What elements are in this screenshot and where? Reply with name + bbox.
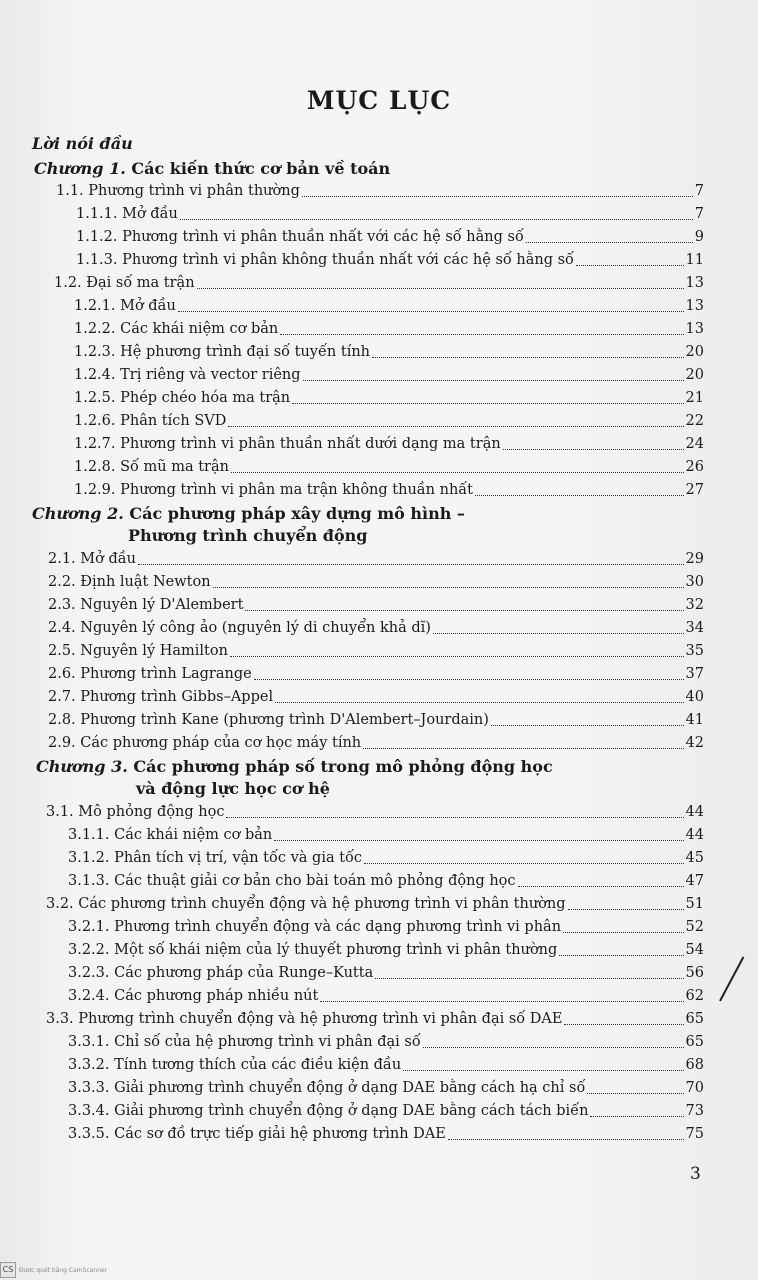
dot-leader xyxy=(302,195,693,197)
toc-entry: 3.2.3. Các phương pháp của Runge–Kutta 56 xyxy=(68,965,704,981)
toc-entry: 3.3.5. Các sơ đồ trực tiếp giải hệ phương trình DAE 75 xyxy=(68,1126,704,1142)
dot-leader xyxy=(518,885,684,887)
dot-leader xyxy=(372,356,684,358)
dot-leader xyxy=(503,448,684,450)
dot-leader xyxy=(254,678,684,680)
chapter-3-subtitle: và động lực học cơ hệ xyxy=(136,779,330,798)
dot-leader xyxy=(433,632,684,634)
toc-entry: 2.8. Phương trình Kane (phương trình D'Alembert–Jourdain) 41 xyxy=(48,712,704,728)
chapter-3-heading: Chương 3. Các phương pháp số trong mô phỏng động học xyxy=(36,757,553,776)
scanner-watermark-text: Được quét bằng CamScanner xyxy=(19,1266,108,1274)
dot-leader xyxy=(423,1046,684,1048)
toc-entry: 3.2.4. Các phương pháp nhiều nút 62 xyxy=(68,988,704,1004)
toc-entry: 2.3. Nguyên lý D'Alembert 32 xyxy=(48,597,704,613)
page-number: 3 xyxy=(690,1164,701,1184)
dot-leader xyxy=(320,1000,683,1002)
dot-leader xyxy=(576,264,684,266)
toc-entry: 3.2. Các phương trình chuyển động và hệ phương trình vi phân thường 51 xyxy=(46,896,704,912)
toc-entry: 1.2.4. Trị riêng và vector riêng 20 xyxy=(74,367,704,383)
toc-entry: 3.1.1. Các khái niệm cơ bản 44 xyxy=(68,827,704,843)
toc-entry: 3.3.3. Giải phương trình chuyển động ở dạng DAE bằng cách hạ chỉ số 70 xyxy=(68,1080,704,1096)
toc-entry: 3.3.4. Giải phương trình chuyển động ở dạng DAE bằng cách tách biến 73 xyxy=(68,1103,704,1119)
dot-leader xyxy=(292,402,683,404)
dot-leader xyxy=(363,747,683,749)
toc-entry: 3.1.2. Phân tích vị trí, vận tốc và gia tốc 45 xyxy=(68,850,704,866)
toc-entry: 1.2.5. Phép chéo hóa ma trận 21 xyxy=(74,390,704,406)
dot-leader xyxy=(568,908,684,910)
toc-entry: 1.1. Phương trình vi phân thường 7 xyxy=(56,183,704,199)
chapter-2-heading: Chương 2. Các phương pháp xây dựng mô hình – xyxy=(32,504,465,523)
camscanner-icon: CS xyxy=(0,1262,16,1278)
toc-entry: 1.1.2. Phương trình vi phân thuần nhất với các hệ số hằng số 9 xyxy=(76,229,704,245)
toc-entry: 2.9. Các phương pháp của cơ học máy tính 42 xyxy=(48,735,704,751)
toc-entry: 1.2. Đại số ma trận 13 xyxy=(54,275,704,291)
page-title: MỤC LỤC xyxy=(306,86,452,115)
dot-leader xyxy=(275,701,683,703)
toc-entry: 1.2.9. Phương trình vi phân ma trận không thuần nhất 27 xyxy=(74,482,704,498)
toc-entry: 2.2. Định luật Newton 30 xyxy=(48,574,704,590)
toc-entry: 3.1.3. Các thuật giải cơ bản cho bài toán mô phỏng động học 47 xyxy=(68,873,704,889)
dot-leader xyxy=(564,1023,683,1025)
dot-leader xyxy=(590,1115,683,1117)
dot-leader xyxy=(274,839,683,841)
dot-leader xyxy=(559,954,683,956)
scanner-watermark xyxy=(0,1262,107,1278)
dot-leader xyxy=(226,816,683,818)
dot-leader xyxy=(303,379,684,381)
toc-entry: 2.5. Nguyên lý Hamilton 35 xyxy=(48,643,704,659)
dot-leader xyxy=(231,471,684,473)
dot-leader xyxy=(138,563,684,565)
toc-entry: 1.2.6. Phân tích SVD 22 xyxy=(74,413,704,429)
toc-entry: 1.2.8. Số mũ ma trận 26 xyxy=(74,459,704,475)
dot-leader xyxy=(475,494,684,496)
pen-mark xyxy=(719,956,744,1001)
front-matter-entry: Lời nói đầu xyxy=(32,134,133,153)
chapter-1-heading: Chương 1. Các kiến thức cơ bản về toán xyxy=(34,159,391,178)
dot-leader xyxy=(180,218,693,220)
dot-leader xyxy=(491,724,684,726)
dot-leader xyxy=(178,310,684,312)
chapter-2-subtitle: Phương trình chuyển động xyxy=(128,526,368,545)
dot-leader xyxy=(587,1092,683,1094)
toc-entry: 2.6. Phương trình Lagrange 37 xyxy=(48,666,704,682)
toc-entry: 1.2.7. Phương trình vi phân thuần nhất dưới dạng ma trận 24 xyxy=(74,436,704,452)
dot-leader xyxy=(364,862,684,864)
dot-leader xyxy=(197,287,684,289)
toc-entry: 1.2.3. Hệ phương trình đại số tuyến tính 20 xyxy=(74,344,704,360)
dot-leader xyxy=(213,586,684,588)
toc-entry: 1.2.1. Mở đầu 13 xyxy=(74,298,704,314)
dot-leader xyxy=(228,425,683,427)
toc-entry: 3.3.2. Tính tương thích của các điều kiện đầu 68 xyxy=(68,1057,704,1073)
dot-leader xyxy=(375,977,683,979)
toc-entry: 3.2.1. Phương trình chuyển động và các dạng phương trình vi phân 52 xyxy=(68,919,704,935)
toc-entry: 2.4. Nguyên lý công ảo (nguyên lý di chuyển khả dĩ) 34 xyxy=(48,620,704,636)
dot-leader xyxy=(245,609,683,611)
dot-leader xyxy=(448,1138,684,1140)
dot-leader xyxy=(230,655,684,657)
toc-entry: 3.3. Phương trình chuyển động và hệ phương trình vi phân đại số DAE 65 xyxy=(46,1011,704,1027)
toc-entry: 1.1.1. Mở đầu 7 xyxy=(76,206,704,222)
toc-entry: 3.3.1. Chỉ số của hệ phương trình vi phân đại số 65 xyxy=(68,1034,704,1050)
dot-leader xyxy=(280,333,683,335)
toc-entry: 3.2.2. Một số khái niệm của lý thuyết phương trình vi phân thường 54 xyxy=(68,942,704,958)
dot-leader xyxy=(403,1069,683,1071)
toc-entry: 1.1.3. Phương trình vi phân không thuần nhất với các hệ số hằng số 11 xyxy=(76,252,704,268)
toc-entry: 1.2.2. Các khái niệm cơ bản 13 xyxy=(74,321,704,337)
dot-leader xyxy=(563,931,684,933)
toc-entry: 2.7. Phương trình Gibbs–Appel 40 xyxy=(48,689,704,705)
dot-leader xyxy=(526,241,693,243)
toc-entry: 2.1. Mở đầu 29 xyxy=(48,551,704,567)
toc-entry: 3.1. Mô phỏng động học 44 xyxy=(46,804,704,820)
